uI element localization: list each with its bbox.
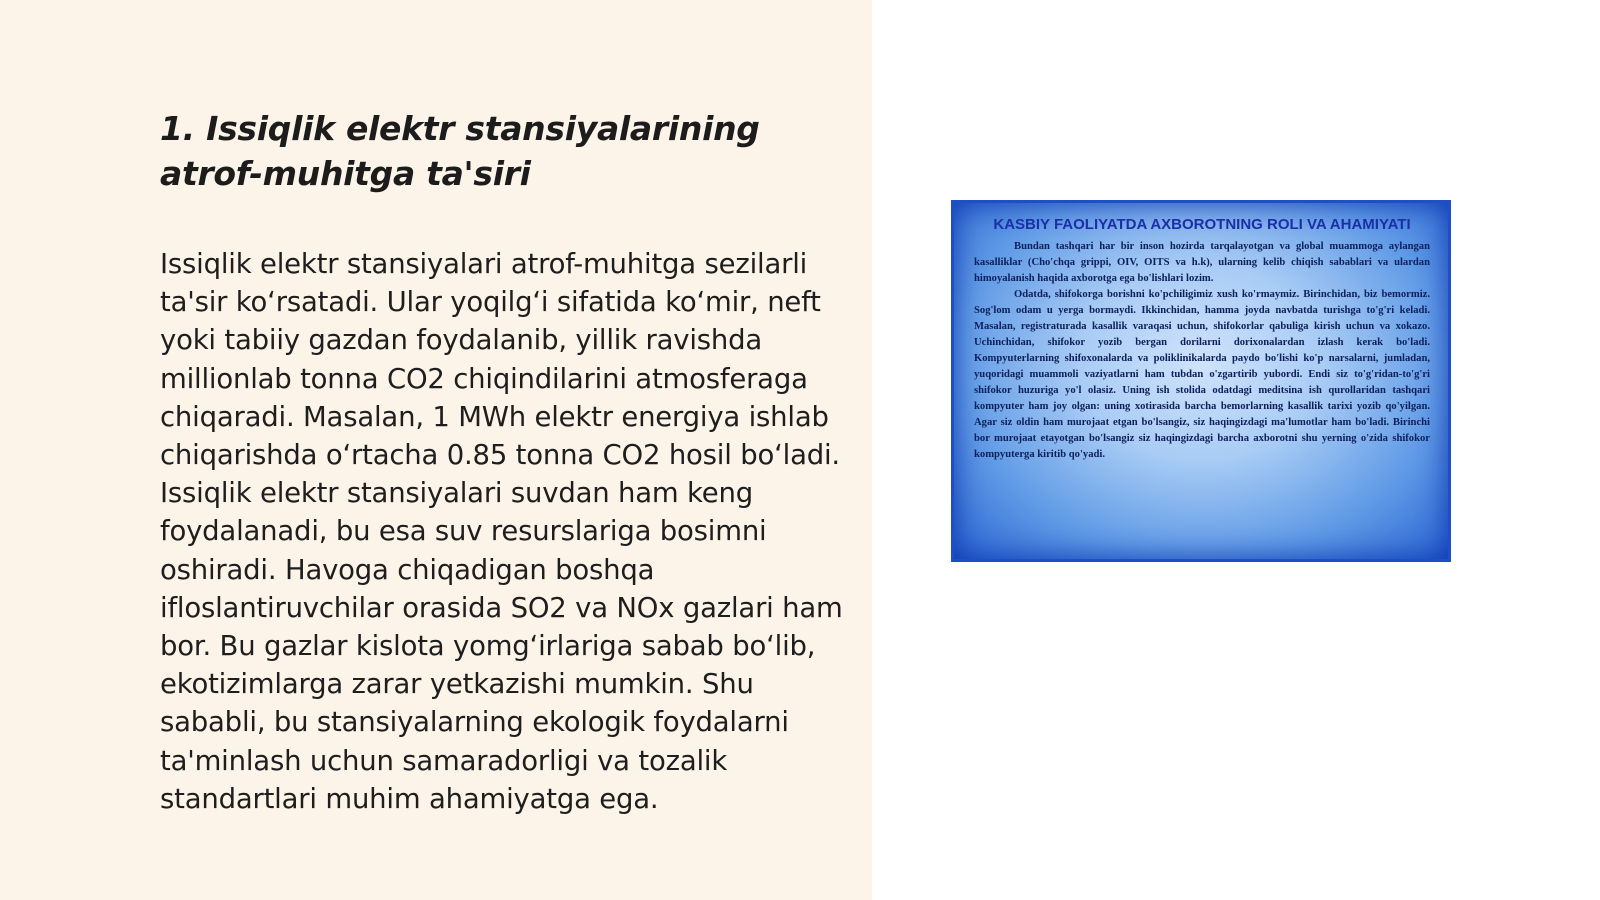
- slide-title: 1. Issiqlik elektr stansiyalarining atrof-muhitga ta'siri: [160, 109, 760, 193]
- document-image-title: KASBIY FAOLIYATDA AXBOROTNING ROLI VA AHAMIYATI: [993, 216, 1411, 233]
- document-image: [951, 200, 1451, 562]
- slide-body-text: Issiqlik elektr stansiyalari atrof-muhitga sezilarli ta'sir koʻrsatadi. Ular yoqilgʻi sifatida koʻmir, neft yoki tabiiy gazdan foydalanib, yillik ravishda millionlab tonna CO2 chiqindilarini atmosferaga chiqaradi. Masalan, 1 MWh elektr energiya ishlab chiqarishda oʻrtacha 0.85 tonna CO2 hosil boʻladi. Issiqlik elektr stansiyalari suvdan ham keng foydalanadi, bu esa suv resurslariga bosimni oshiradi. Havoga chiqadigan boshqa ifloslantiruvchilar orasida SO2 va NOx gazlari ham bor. Bu gazlar kislota yomgʻirlariga sabab boʻlib, ekotizimlarga zarar yetkazishi mumkin. Shu sababli, bu stansiyalarning ekologik foydalarni ta'minlash uchun samaradorligi va tozalik standartlari muhim ahamiyatga ega.: [160, 248, 843, 815]
- document-image-paragraph: Odatda, shifokorga borishni ko'pchiligimiz xush ko'rmaymiz. Birinchidan, biz bemormiz. Sog'lom odam u yerga bormaydi. Ikkinchidan, hamma joyda navbatda turishga to'g'ri keladi. Masalan, registraturada kasallik varaqasi uchun, shifokorlar qabuliga kirish uchun va xokazo. Uchinchidan, shifokor yozib bergan dorilarni dorixonalardan izlash kerak bo'ladi. Kompyuterlarning shifoxonalarda va poliklinikalarda paydo bo'lishi ko'p narsalarni, jumladan, yuqoridagi muammoli vaziyatlarni ham tubdan o'zgartirib yubordi. Endi siz to'g'ridan-to'g'ri shifokor huzuriga yo'l olasiz. Uning ish stolida odatdagi meditsina ish qurollaridan tashqari kompyuter ham joy olgan: uning xotirasida barcha bemorlarning kasallik tarixi yozib qo'yilgan. Agar siz oldin ham murojaat etgan bo'lsangiz, siz haqingizdagi ma'lumotlar ham bo'ladi. Birinchi bor murojaat etayotgan bo'lsangiz siz haqingizdagi barcha axborotni shu yerning o'zida shifokor kompyuterga kiritib qo'yadi.: [974, 289, 1430, 460]
- document-image-paragraph: Bundan tashqari har bir inson hozirda tarqalayotgan va global muammoga aylangan kasalliklar (Cho'chqa grippi, OIV, OITS va h.k), ularning kelib chiqish sabablari va ulardan himoyalanish haqida axborotga ega bo'lishlari lozim.: [974, 241, 1430, 284]
